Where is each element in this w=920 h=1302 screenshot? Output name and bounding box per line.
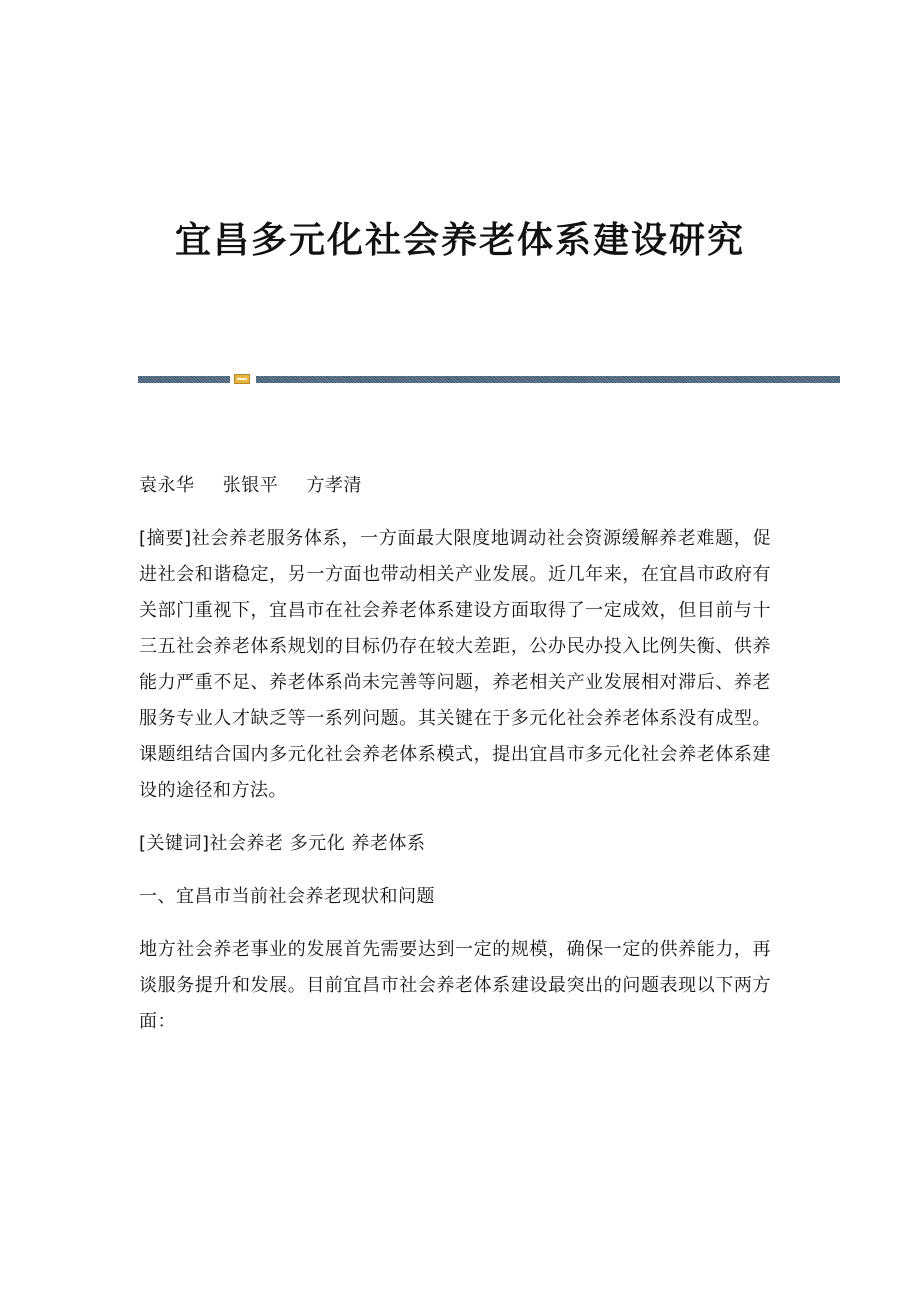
body-paragraph: 地方社会养老事业的发展首先需要达到一定的规模，确保一定的供养能力，再谈服务提升和发展。目前宜昌市社会养老体系建设最突出的问题表现以下两方面： [139,939,771,1032]
author-name: 袁永华 [139,475,195,496]
title-divider [138,374,840,384]
divider-ornament-icon [234,374,250,384]
abstract-paragraph: [摘要]社会养老服务体系，一方面最大限度地调动社会资源缓解养老难题，促进社会和谐稳定，另一方面也带动相关产业发展。近几年来，在宜昌市政府有关部门重视下，宜昌市在社会养老体系建设方面取得了一定成效，但目前与十三五社会养老体系规划的目标仍存在较大差距，公办民办投入比例失衡、供养能力严重不足、养老体系尚未完善等问题，养老相关产业发展相对滞后、养老服务专业人才缺乏等一系列问题。其关键在于多元化社会养老体系没有成型。课题组结合国内多元化社会养老体系模式，提出宜昌市多元化社会养老体系建设的途径和方法。 [139,528,771,801]
author-name: 张银平 [222,475,279,496]
author-name: 方孝清 [306,475,362,496]
divider-bar-right [256,376,840,383]
document-body [139,468,771,1040]
keywords-line: [关键词]社会养老 多元化 养老体系 [139,833,426,854]
section-heading: 一、宜昌市当前社会养老现状和问题 [139,886,435,907]
author-line [139,468,771,504]
divider-bar-left [138,376,230,383]
document-title: 宜昌多元化社会养老体系建设研究 [174,219,745,261]
